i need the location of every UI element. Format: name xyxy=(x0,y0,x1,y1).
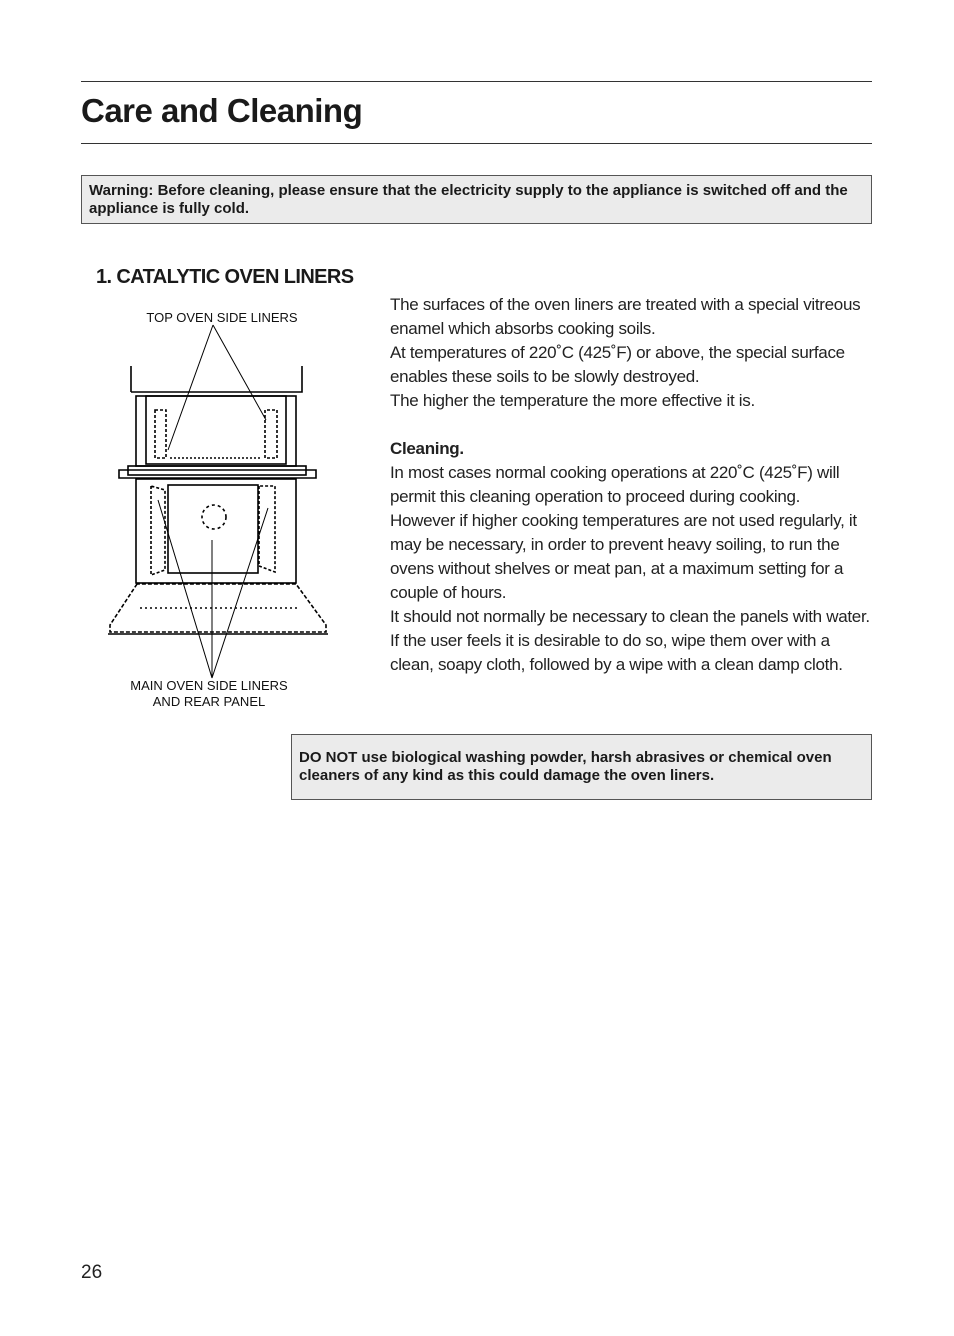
page-number: 26 xyxy=(81,1262,103,1283)
label-main-line2: AND REAR PANEL xyxy=(152,694,266,709)
label-main-line1: MAIN OVEN SIDE LINERS xyxy=(130,678,288,693)
leader-lines xyxy=(158,325,268,678)
oven-liners-diagram xyxy=(100,300,340,720)
paragraph: At temperatures of 220˚C (425˚F) or above, the special surface enables these soils to be slowly destroyed. xyxy=(390,343,845,386)
paragraph: It should not normally be necessary to clean the panels with water. If the user feels it is desirable to do so, wipe them over with a clean, soapy cloth, followed by a wipe with a clean damp cloth. xyxy=(390,607,870,674)
paragraph: The surfaces of the oven liners are treated with a special vitreous enamel which absorbs cooking soils. xyxy=(390,295,861,338)
paragraph: The higher the temperature the more effective it is. xyxy=(390,391,755,410)
spacer xyxy=(390,413,876,437)
caution-text: DO NOT use biological washing powder, harsh abrasives or chemical oven cleaners of any kind as this could damage the oven liners. xyxy=(299,749,832,784)
cleaning-heading: Cleaning. xyxy=(390,439,464,458)
header-rule-top xyxy=(81,81,872,82)
paragraph: However if higher cooking temperatures are not used regularly, it may be necessary, in order to prevent heavy soiling, to run the ovens without shelves or meat pan, at a maximum setting for a couple of hours. xyxy=(390,511,857,602)
warning-text: Warning: Before cleaning, please ensure that the electricity supply to the appliance is switched off and the appliance is fully cold. xyxy=(89,182,848,217)
section-body xyxy=(390,293,876,677)
label-main-oven-side-liners xyxy=(124,678,294,710)
header-rule-bottom xyxy=(81,143,872,144)
section-heading: 1. CATALYTIC OVEN LINERS xyxy=(96,266,354,288)
page-title: Care and Cleaning xyxy=(81,92,363,129)
paragraph: In most cases normal cooking operations at 220˚C (425˚F) will permit this cleaning operation to proceed during cooking. xyxy=(390,463,840,506)
label-top-oven-side-liners: TOP OVEN SIDE LINERS xyxy=(146,310,298,325)
warning-box xyxy=(81,175,872,224)
caution-box xyxy=(291,734,872,800)
oven-outline-icon xyxy=(108,366,328,634)
